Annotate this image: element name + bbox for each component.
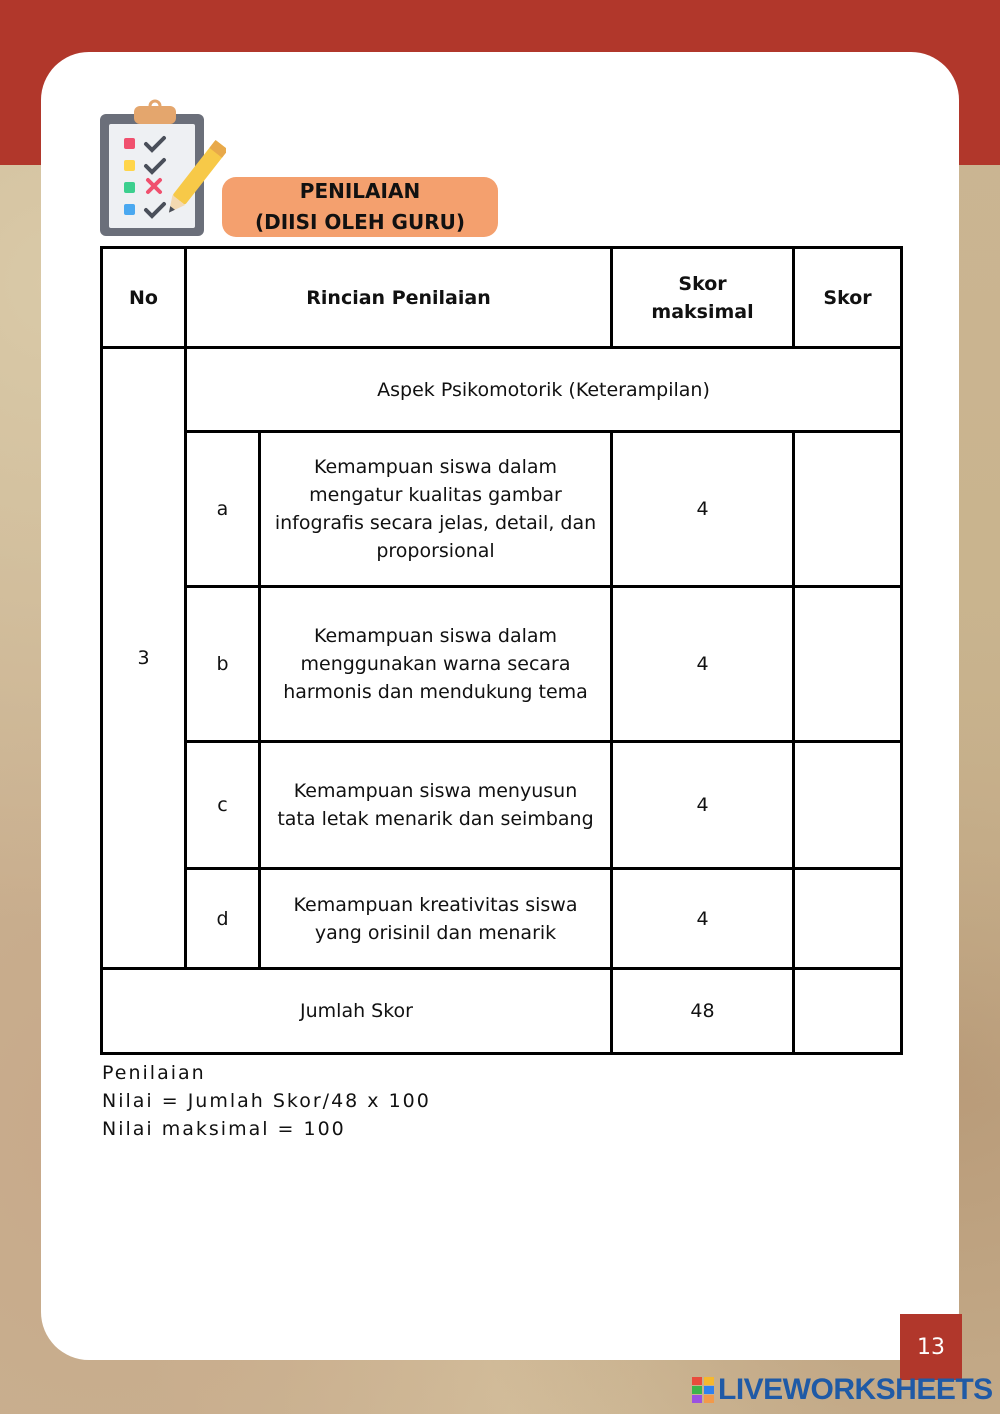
assessment-notes	[102, 1059, 431, 1143]
aspect-row	[102, 348, 902, 432]
assessment-table	[100, 246, 903, 1055]
criterion-score-cell[interactable]	[794, 869, 902, 969]
total-max: 48	[612, 969, 794, 1054]
assessment-max: Nilai maksimal = 100	[102, 1118, 346, 1140]
table-row	[102, 432, 902, 587]
criterion-text: Kemampuan siswa dalam menggunakan warna secara harmonis dan mendukung tema	[260, 587, 612, 742]
criterion-max: 4	[612, 587, 794, 742]
table-row	[102, 587, 902, 742]
section-title-line2: (DIISI OLEH GURU)	[255, 210, 465, 234]
criterion-max: 4	[612, 742, 794, 869]
criterion-letter: d	[186, 869, 260, 969]
table-header-row	[102, 248, 902, 348]
table-row	[102, 742, 902, 869]
table-row	[102, 869, 902, 969]
header-detail: Rincian Penilaian	[186, 248, 612, 348]
row-number: 3	[102, 348, 186, 969]
criterion-score-cell[interactable]	[794, 587, 902, 742]
header-max-score: Skor maksimal	[612, 248, 794, 348]
total-label: Jumlah Skor	[102, 969, 612, 1054]
criterion-letter: b	[186, 587, 260, 742]
criterion-score-cell[interactable]	[794, 432, 902, 587]
criterion-letter: a	[186, 432, 260, 587]
criterion-max: 4	[612, 869, 794, 969]
criterion-score-cell[interactable]	[794, 742, 902, 869]
total-score-cell[interactable]	[794, 969, 902, 1054]
section-title-line1: PENILAIAN	[299, 179, 421, 203]
criterion-text: Kemampuan siswa menyusun tata letak menarik dan seimbang	[260, 742, 612, 869]
criterion-max: 4	[612, 432, 794, 587]
aspect-label: Aspek Psikomotorik (Keterampilan)	[186, 348, 902, 432]
header-no: No	[102, 248, 186, 348]
criterion-text: Kemampuan kreativitas siswa yang orisinil dan menarik	[260, 869, 612, 969]
liveworksheets-logo	[692, 1374, 993, 1406]
liveworksheets-badge-icon	[692, 1377, 714, 1403]
header-score: Skor	[794, 248, 902, 348]
section-title	[222, 177, 498, 237]
liveworksheets-text: LIVEWORKSHEETS	[718, 1373, 993, 1406]
criterion-text: Kemampuan siswa dalam mengatur kualitas gambar infografis secara jelas, detail, dan proporsional	[260, 432, 612, 587]
assessment-heading: Penilaian	[102, 1062, 206, 1084]
page-number: 13	[900, 1314, 962, 1380]
total-row	[102, 969, 902, 1054]
clipboard-checklist-icon	[96, 98, 226, 240]
criterion-letter: c	[186, 742, 260, 869]
assessment-formula: Nilai = Jumlah Skor/48 x 100	[102, 1090, 431, 1112]
